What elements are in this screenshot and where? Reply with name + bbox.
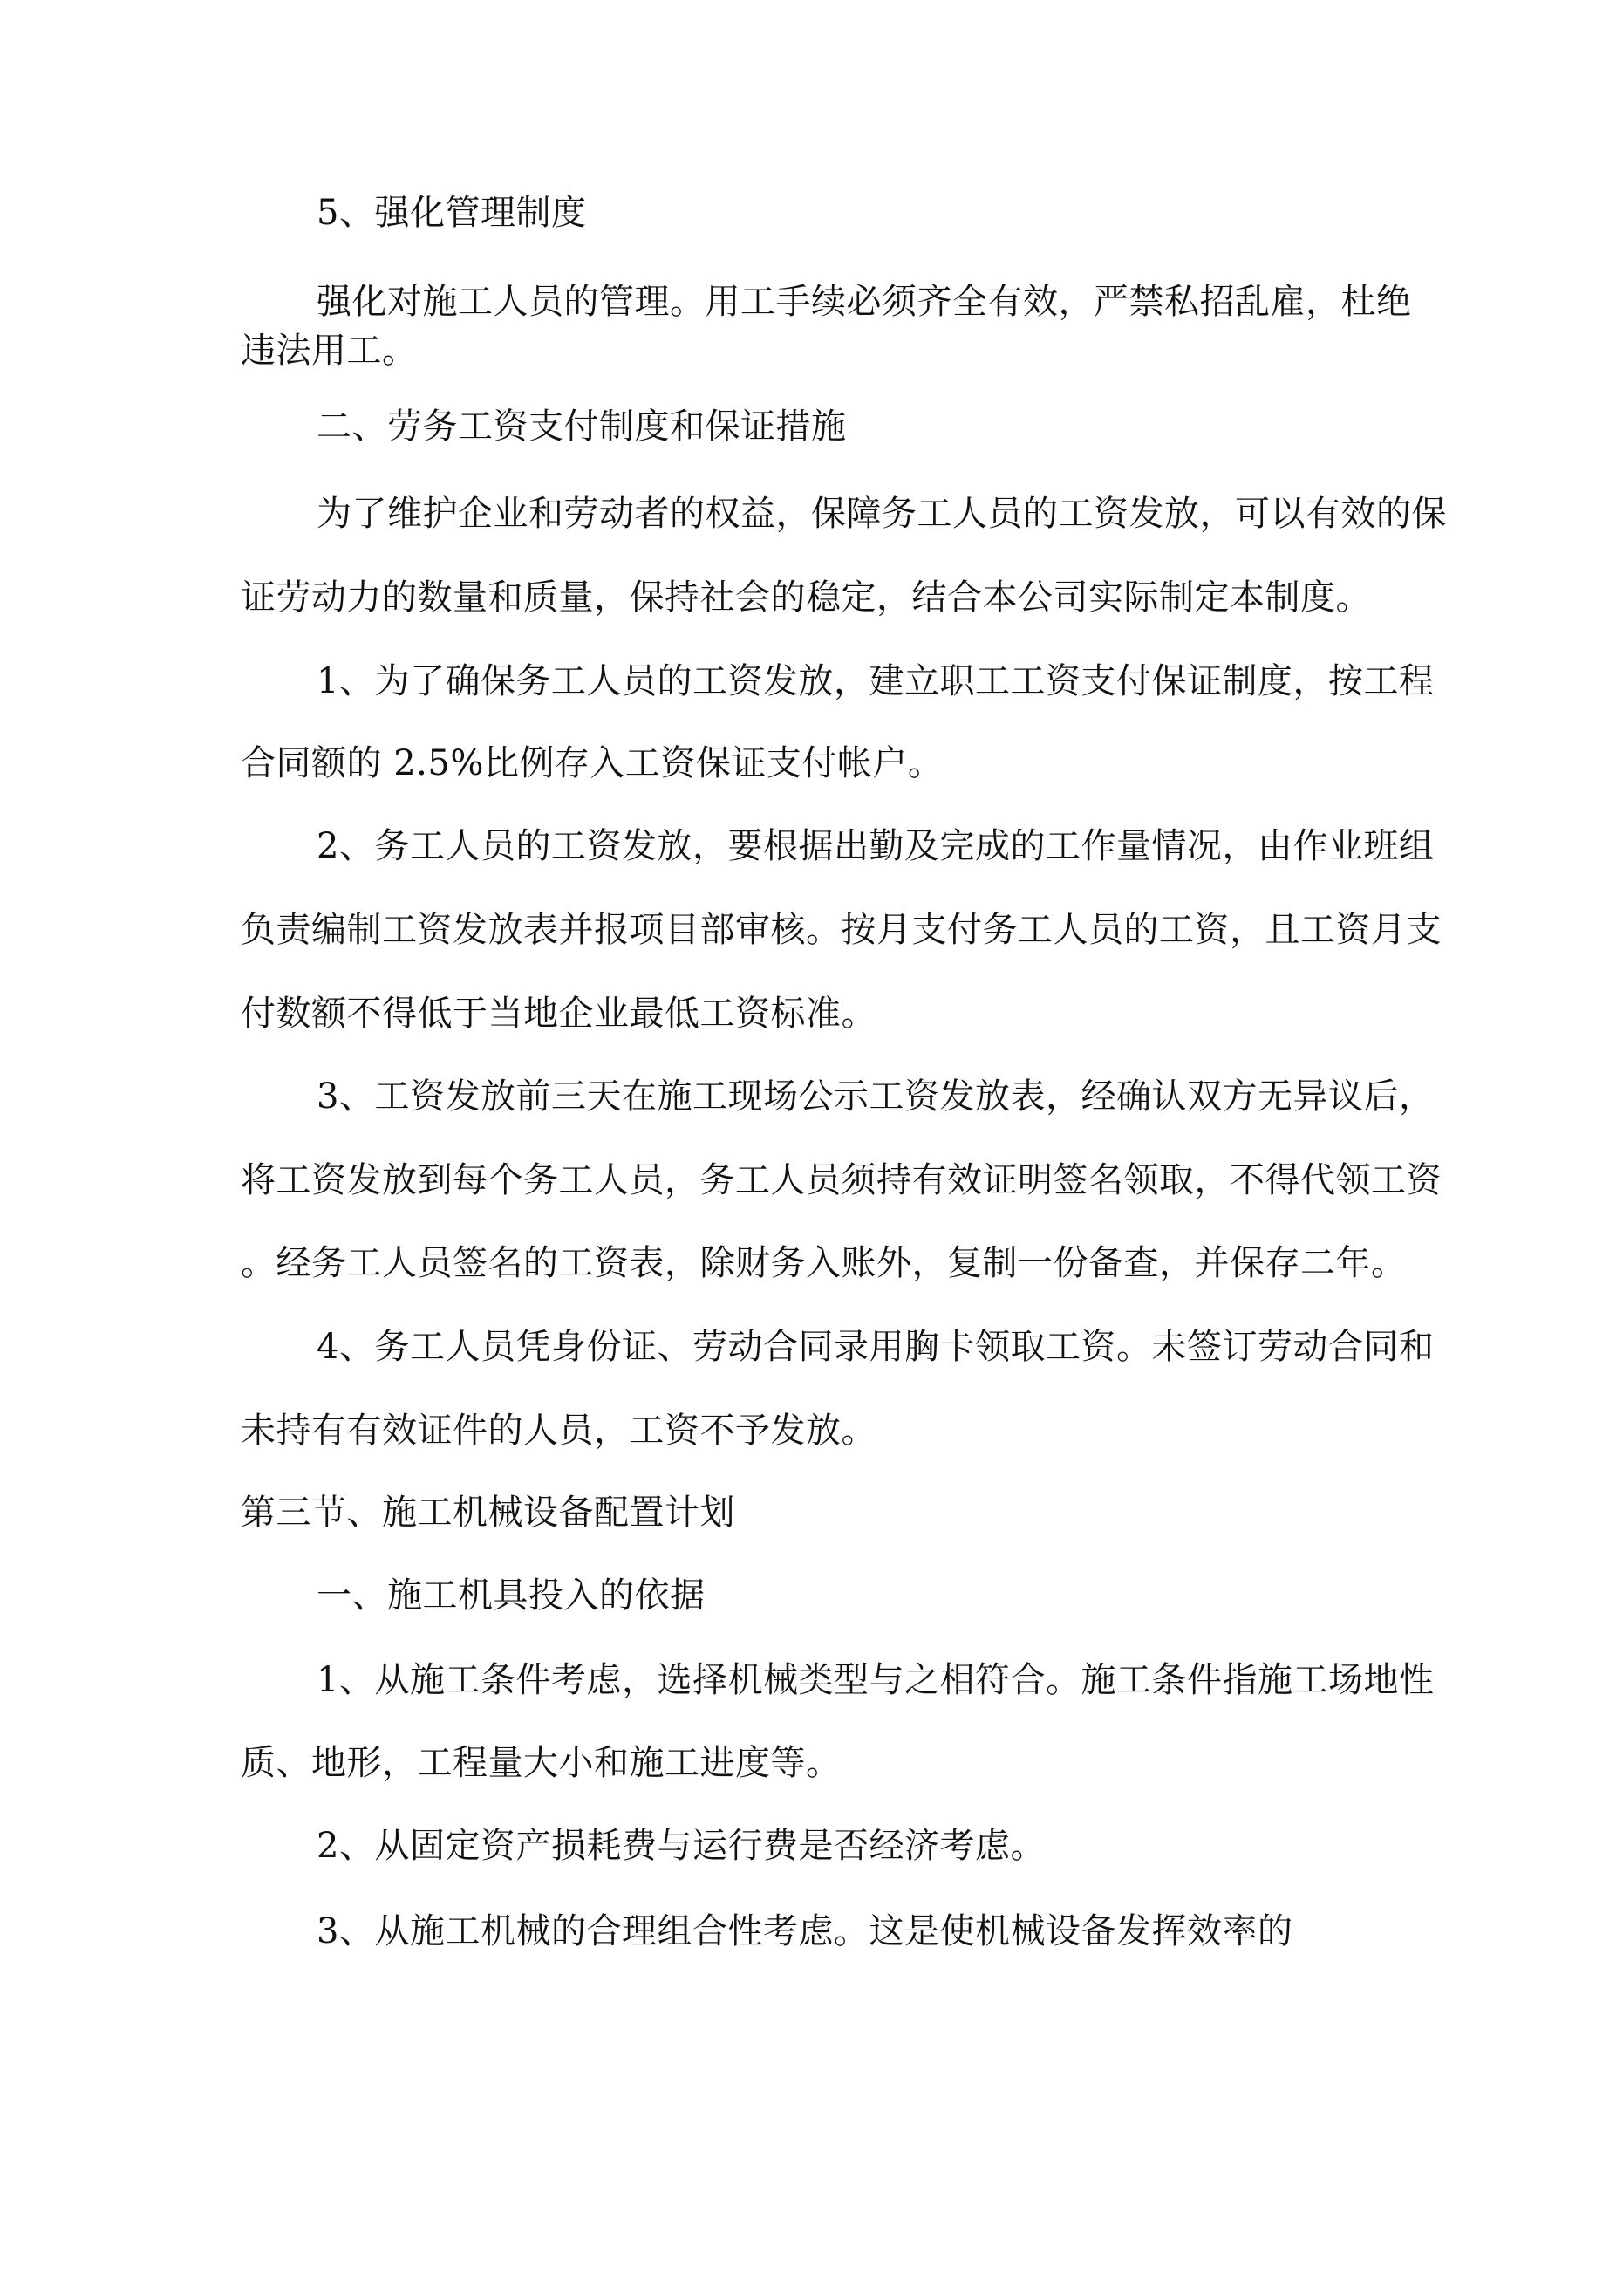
paragraph-line: 为了维护企业和劳动者的权益，保障务工人员的工资发放，可以有效的保 [317, 494, 1447, 534]
paragraph-line: 质、地形，工程量大小和施工进度等。 [241, 1743, 842, 1783]
section-heading-machinery-basis: 一、施工机具投入的依据 [317, 1575, 706, 1616]
section-heading-wage-payment: 二、劳务工资支付制度和保证措施 [317, 407, 847, 447]
paragraph-line: 违法用工。 [241, 331, 418, 371]
paragraph-line: 3、从施工机械的合理组合性考虑。这是使机械设备发挥效率的 [317, 1911, 1293, 1951]
paragraph-line: 1、从施工条件考虑，选择机械类型与之相符合。施工条件指施工场地性 [317, 1660, 1435, 1700]
section-heading-management: 5、强化管理制度 [317, 193, 587, 233]
paragraph-line: 。经务工人员签名的工资表，除财务入账外，复制一份备查，并保存二年。 [241, 1243, 1407, 1283]
section-heading-machinery-plan: 第三节、施工机械设备配置计划 [241, 1493, 735, 1533]
paragraph-line: 2、从固定资产损耗费与运行费是否经济考虑。 [317, 1826, 1046, 1866]
paragraph-line: 强化对施工人员的管理。用工手续必须齐全有效，严禁私招乱雇，杜绝 [317, 282, 1412, 322]
paragraph-line: 1、为了确保务工人员的工资发放，建立职工工资支付保证制度，按工程 [317, 661, 1435, 701]
paragraph-line: 3、工资发放前三天在施工现场公示工资发放表，经确认双方无异议后， [317, 1076, 1435, 1117]
paragraph-line: 4、务工人员凭身份证、劳动合同录用胸卡领取工资。未签订劳动合同和 [317, 1327, 1435, 1367]
paragraph-line: 未持有有效证件的人员，工资不予发放。 [241, 1411, 876, 1451]
paragraph-line: 证劳动力的数量和质量，保持社会的稳定，结合本公司实际制定本制度。 [241, 577, 1371, 618]
paragraph-line: 负责编制工资发放表并报项目部审核。按月支付务工人员的工资，且工资月支 [241, 910, 1442, 950]
paragraph-line: 2、务工人员的工资发放，要根据出勤及完成的工作量情况，由作业班组 [317, 826, 1435, 866]
paragraph-line: 付数额不得低于当地企业最低工资标准。 [241, 994, 876, 1034]
paragraph-line: 合同额的 2.5%比例存入工资保证支付帐户。 [241, 743, 944, 783]
paragraph-line: 将工资发放到每个务工人员，务工人员须持有效证明签名领取，不得代领工资 [241, 1160, 1442, 1200]
